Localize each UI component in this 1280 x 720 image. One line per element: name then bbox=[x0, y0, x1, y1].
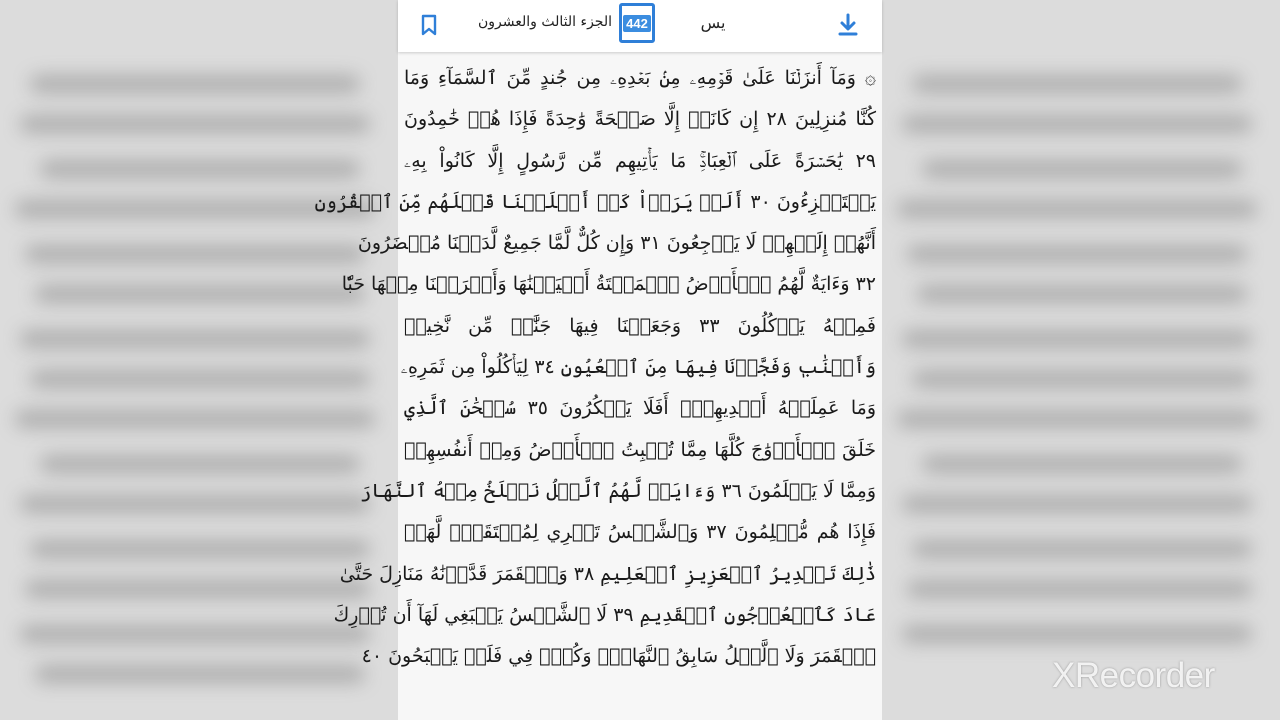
verse-line: ۞ وَمَآ أَنزَلۡنَا عَلَىٰ قَوۡمِهِۦ مِنۢ بَعۡدِهِۦ مِن جُندٍ مِّنَ ٱلسَّمَآءِ وَمَا bbox=[404, 67, 876, 89]
verse-line: وَمَا عَمِلَتۡهُ أَيۡدِيهِمۡۚ أَفَلَا يَشۡكُرُونَ ٣٥ سُبۡحَٰنَ ٱلَّذِي bbox=[404, 397, 876, 420]
top-toolbar bbox=[398, 0, 882, 52]
quran-page bbox=[314, 0, 882, 720]
bookmark-icon bbox=[420, 14, 438, 36]
verse-line: ٱلۡقَمَرَ وَلَا ٱلَّيۡلُ سَابِقُ ٱلنَّهَارِۚ وَكُلّٞ فِي فَلَكٖ يَسۡبَحُونَ ٤٠ bbox=[361, 645, 876, 668]
verse-line: أَنَّهُمۡ إِلَيۡهِمۡ لَا يَرۡجِعُونَ ٣١ وَإِن كُلٌّ لَّمَّا جَمِيعٌ لَّدَيۡنَا مُحۡضَرُونَ bbox=[357, 232, 876, 255]
verse-line: وَمِمَّا لَا يَعۡلَمُونَ ٣٦ وَءَايَةٞ لَّهُمُ ٱلَّيۡلُ نَسۡلَخُ مِنۡهُ ٱلنَّهَارَ bbox=[360, 479, 876, 502]
page-number-badge[interactable] bbox=[619, 3, 655, 43]
download-button[interactable] bbox=[835, 12, 861, 38]
verse-line: ذَٰلِكَ تَقۡدِيرُ ٱلۡعَزِيزِ ٱلۡعَلِيمِ ٣٨ وَٱلۡقَمَرَ قَدَّرۡنَٰهُ مَنَازِلَ حَتَّىٰ bbox=[339, 562, 876, 585]
verse-line: وَأَعۡنَٰبٖ وَفَجَّرۡنَا فِيهَا مِنَ ٱلۡعُيُونِ ٣٤ لِيَأۡكُلُواْ مِن ثَمَرِهِۦ bbox=[400, 356, 876, 379]
page-number: 442 bbox=[623, 15, 651, 32]
verse-line: خَلَقَ ٱلۡأَزۡوَٰجَ كُلَّهَا مِمَّا تُنۢبِتُ ٱلۡأَرۡضُ وَمِنۡ أَنفُسِهِمۡ bbox=[404, 438, 876, 461]
verse-line: ٣٢ وَءَايَةٌ لَّهُمُ ٱلۡأَرۡضُ ٱلۡمَيۡتَةُ أَحۡيَيۡنَٰهَا وَأَخۡرَجۡنَا مِنۡهَا حَبّٗا bbox=[341, 273, 876, 296]
recorder-watermark: XRecorder bbox=[1052, 656, 1215, 695]
juz-title: الجزء الثالث والعشرون bbox=[478, 14, 612, 30]
verses-text[interactable] bbox=[314, 58, 877, 688]
surah-name: يس bbox=[700, 13, 726, 32]
bookmark-button[interactable] bbox=[416, 12, 442, 38]
download-icon bbox=[837, 13, 859, 37]
blurred-background-right bbox=[882, 0, 1280, 720]
verse-line: فَمِنۡهُ يَأۡكُلُونَ ٣٣ وَجَعَلۡنَا فِيهَا جَنَّٰتٖ مِّن نَّخِيلٖ bbox=[404, 314, 876, 337]
verse-line: فَإِذَا هُم مُّظۡلِمُونَ ٣٧ وَٱلشَّمۡسُ تَجۡرِي لِمُسۡتَقَرّٖ لَّهَاۚ bbox=[404, 521, 876, 544]
verse-line: كُنَّا مُنزِلِينَ ٢٨ إِن كَانَتۡ إِلَّا صَيۡحَةً وَٰحِدَةً فَإِذَا هُمۡ خَٰمِدُونَ bbox=[404, 108, 877, 131]
verse-line: يَسۡتَهۡزِءُونَ ٣٠ أَلَمۡ يَرَوۡاْ كَمۡ أَهۡلَكۡنَا قَبۡلَهُم مِّنَ ٱلۡقُرُونِ bbox=[314, 190, 876, 213]
verse-line: عَادَ كَٱلۡعُرۡجُونِ ٱلۡقَدِيمِ ٣٩ لَا ٱلشَّمۡسُ يَنۢبَغِي لَهَآ أَن تُدۡرِكَ bbox=[333, 603, 876, 626]
verse-line: ٢٩ يَٰحَسۡرَةً عَلَى ٱلۡعِبَادِۚ مَا يَأۡتِيهِم مِّن رَّسُولٍ إِلَّا كَانُواْ بِهِۦ bbox=[404, 149, 876, 172]
